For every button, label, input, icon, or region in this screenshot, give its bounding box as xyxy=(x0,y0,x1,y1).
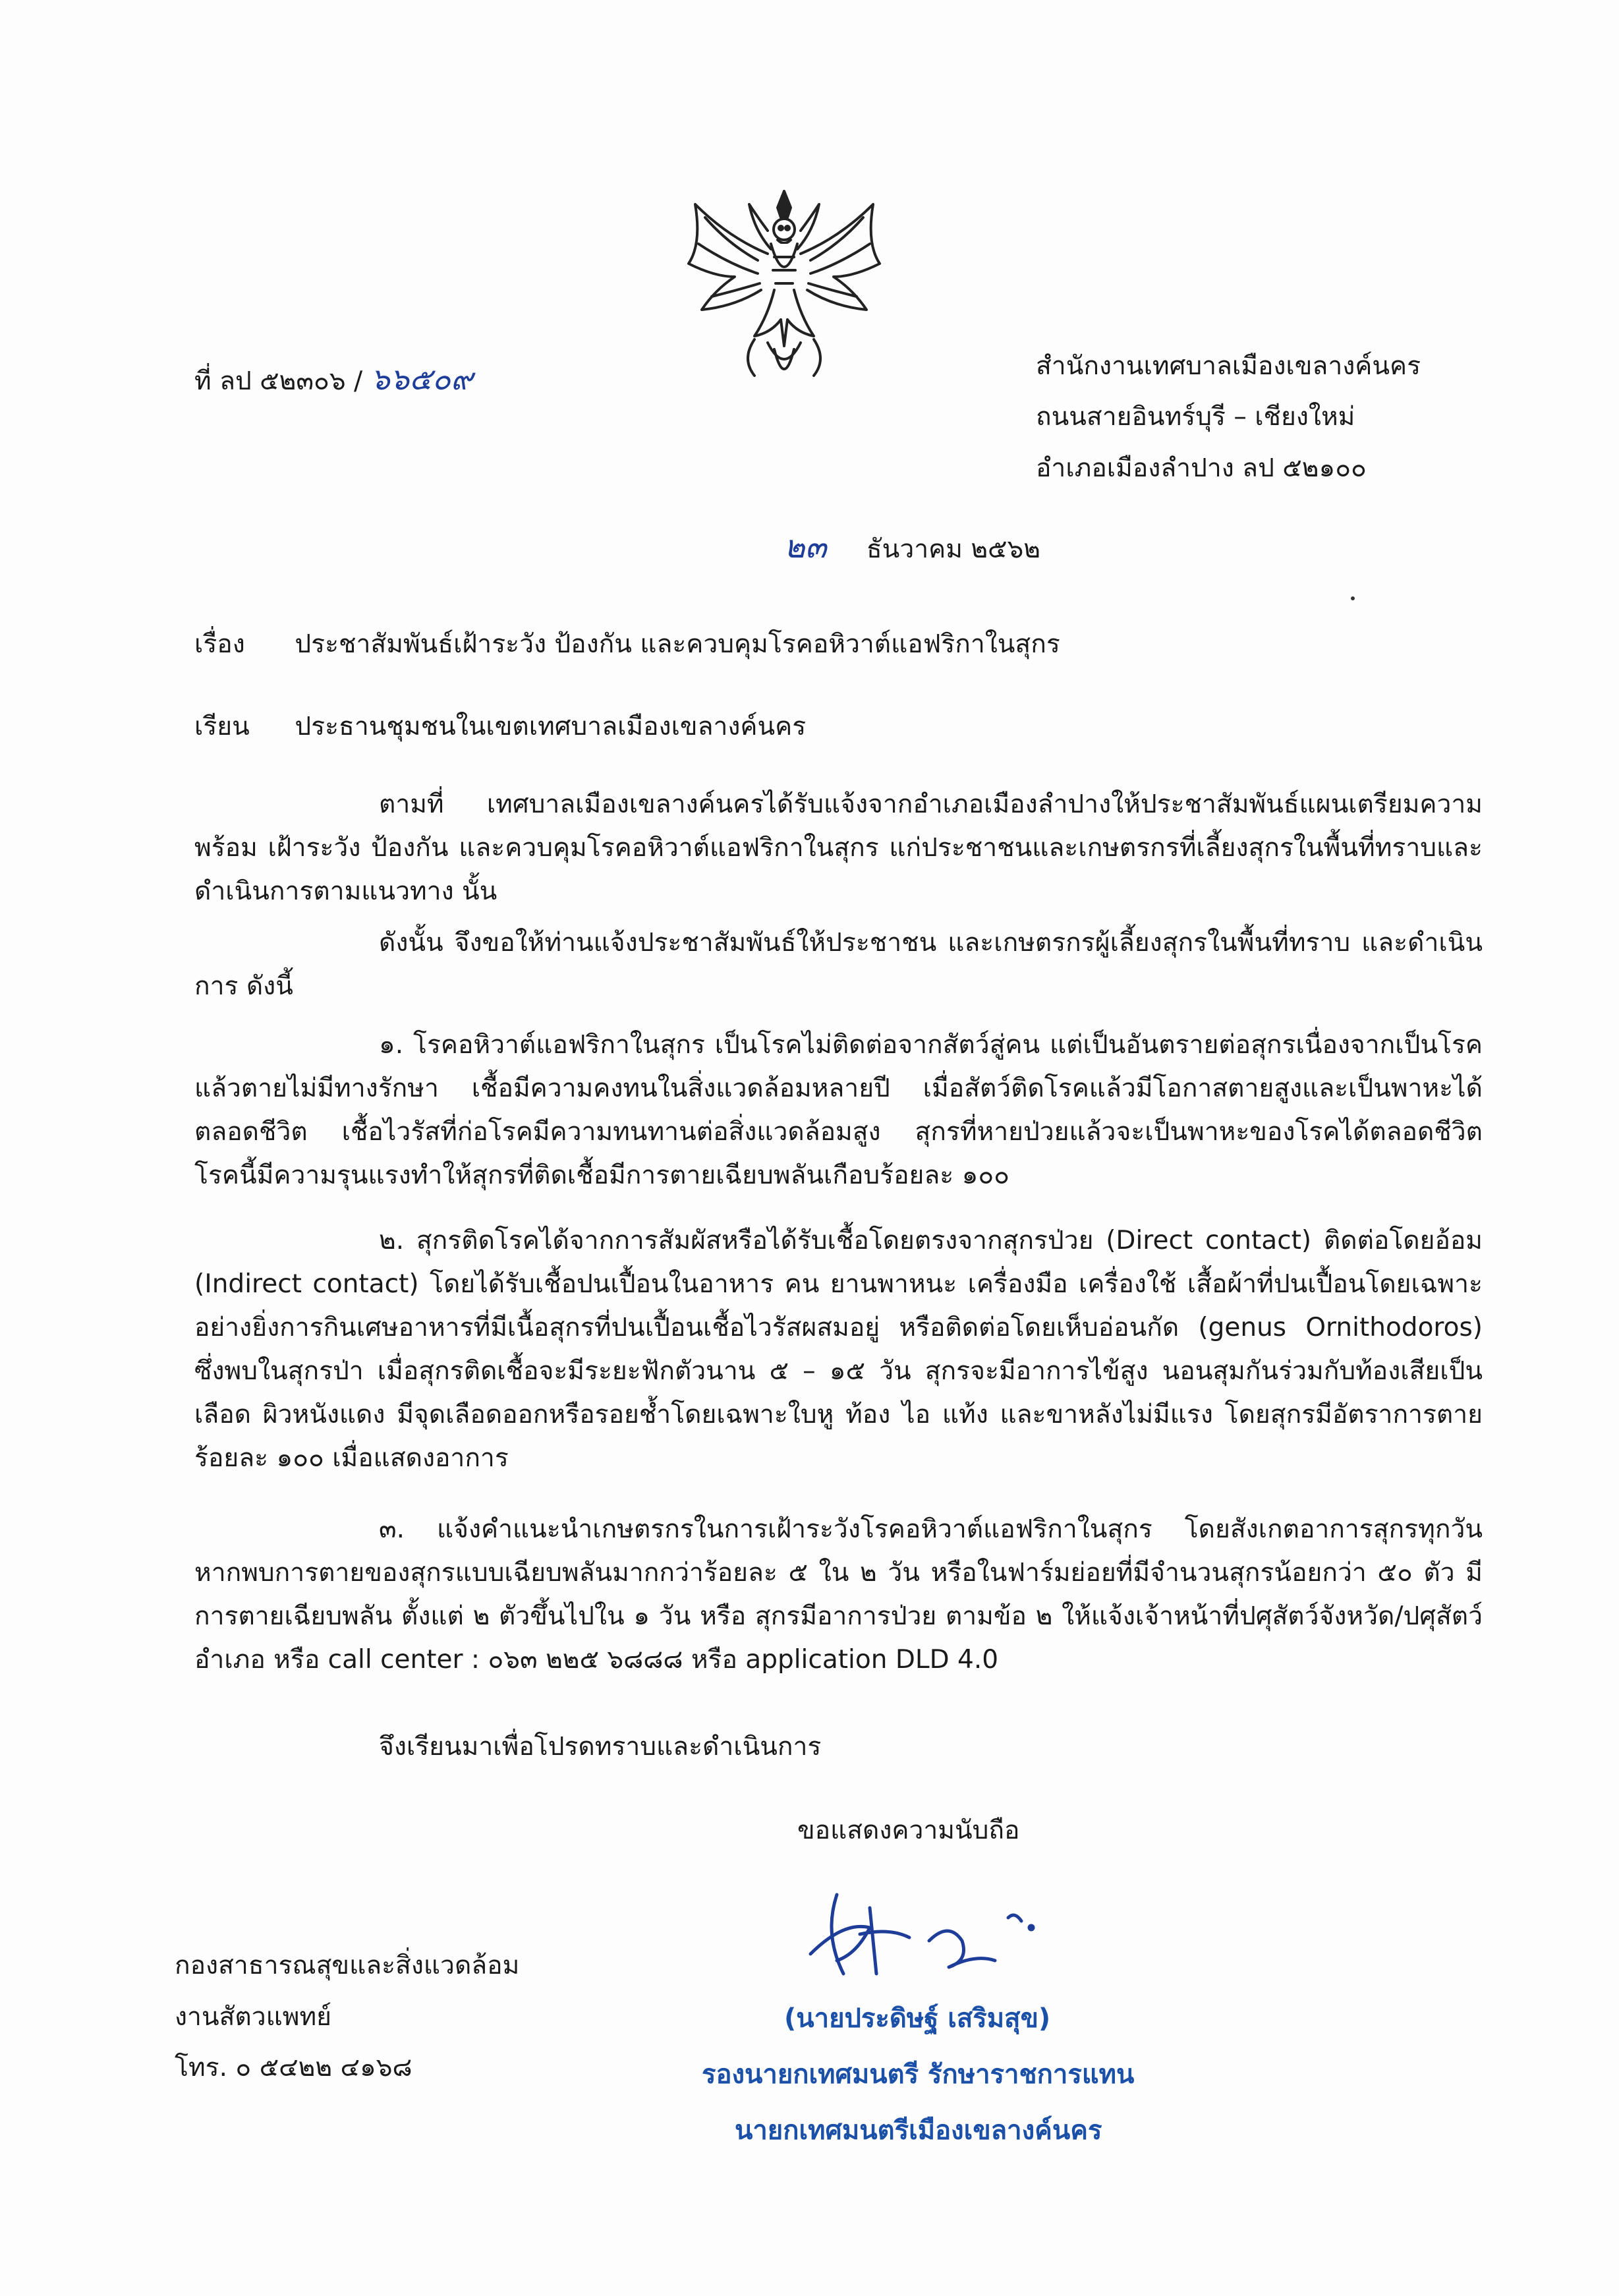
body-paragraph: ตามที่ เทศบาลเมืองเขลางค์นครได้รับแจ้งจากอำเภอเมืองลำปางให้ประชาสัมพันธ์แผนเตรียมความพร้อม เฝ้าระวัง ป้องกัน และควบคุมโรคอหิวาต์แอฟริกาในสุกร แก่ประชาชนและเกษตรกรที่เลี้ยงสุกรในพื้นที่ทราบและดำเนินการตามแนวทาง นั้น xyxy=(194,789,1483,906)
recipient-label: เรียน xyxy=(194,712,250,741)
closing-salutation: ขอแสดงความนับถือ xyxy=(797,1816,1020,1845)
reference-handwritten-number: ๖๖๕๐๙ xyxy=(370,361,473,397)
department-phone: โทร. ๐ ๕๔๒๒ ๔๑๖๘ xyxy=(175,2053,412,2082)
body-paragraph: ๒. สุกรติดโรคได้จากการสัมผัสหรือได้รับเชื้อโดยตรงจากสุกรป่วย (Direct contact) ติดต่อโดยอ้อม (Indirect contact) โดยได้รับเชื้อปนเปื้อนในอาหาร คน ยานพาหนะ เครื่องมือ เครื่องใช้ เสื้อผ้าที่ปนเปื้อนโดยเฉพาะอย่างยิ่งการกินเศษอาหารที่มีเนื้อสุกรที่ปนเปื้อนเชื้อไวรัสผสมอยู่ หรือติดต่อโดยเห็บอ่อนกัด (genus Ornithodoros) ซึ่งพบในสุกรป่า เมื่อสุกรติดเชื้อจะมีระยะฟักตัวนาน ๕ – ๑๕ วัน สุกรจะมีอาการไข้สูง นอนสุมกันร่วมกับท้องเสียเป็นเลือด ผิวหนังแดง มีจุดเลือดออกหรือรอยช้ำโดยเฉพาะใบหู ท้อง ไอ แท้ง และขาหลังไม่มีแรง โดยสุกรมีอัตราการตายร้อยละ ๑๐๐ เมื่อแสดงอาการ xyxy=(194,1226,1483,1473)
reference-prefix: ที่ ลป ๕๒๓๐๖ / xyxy=(194,366,363,396)
sender-address-line2: ถนนสายอินทร์บุรี – เชียงใหม่ xyxy=(1036,402,1355,432)
department-line1: กองสาธารณสุขและสิ่งแวดล้อม xyxy=(175,1951,520,1980)
signatory-position2: นายกเทศมนตรีเมืองเขลางค์นคร xyxy=(735,2115,1102,2146)
sender-address-line3: อำเภอเมืองลำปาง ลป ๕๒๑๐๐ xyxy=(1036,453,1367,483)
body-paragraph-3-block xyxy=(194,1023,1483,1197)
recipient-text: ประธานชุมชนในเขตเทศบาลเมืองเขลางค์นคร xyxy=(295,712,807,741)
recipient-line xyxy=(194,712,806,743)
body-paragraph-5-block xyxy=(194,1508,1483,1682)
body-paragraph-1-block xyxy=(194,783,1483,913)
signatory-position1: รองนายกเทศมนตรี รักษาราชการแทน xyxy=(702,2059,1135,2090)
subject-line xyxy=(194,629,1060,660)
body-paragraph-4-block xyxy=(194,1219,1483,1480)
letter-date xyxy=(784,529,1040,567)
body-paragraph: ดังนั้น จึงขอให้ท่านแจ้งประชาสัมพันธ์ให้ประชาชน และเกษตรกรผู้เลี้ยงสุกรในพื้นที่ทราบ และดำเนินการ ดังนี้ xyxy=(194,928,1483,1001)
signatory-name: (นายประดิษฐ์ เสริมสุข) xyxy=(784,2003,1051,2034)
subject-label: เรื่อง xyxy=(194,629,245,659)
body-paragraph-2-block xyxy=(194,921,1483,1008)
date-day-handwritten: ๒๓ xyxy=(784,529,827,565)
handwritten-signature-icon xyxy=(797,1881,1100,1987)
body-paragraph: ๓. แจ้งคำแนะนำเกษตรกรในการเฝ้าระวังโรคอหิวาต์แอฟริกาในสุกร โดยสังเกตอาการสุกรทุกวัน หากพบการตายของสุกรแบบเฉียบพลันมากกว่าร้อยละ ๕ ใน ๒ วัน หรือในฟาร์มย่อยที่มีจำนวนสุกรน้อยกว่า ๕๐ ตัว มีการตายเฉียบพลัน ตั้งแต่ ๒ ตัวขึ้นไปใน ๑ วัน หรือ สุกรมีอาการป่วย ตามข้อ ๒ ให้แจ้งเจ้าหน้าที่ปศุสัตว์จังหวัด/ปศุสัตว์อำเภอ หรือ call center : ๐๖๓ ๒๒๕ ๖๘๘๘ หรือ application DLD 4.0 xyxy=(194,1514,1483,1675)
closing-request: จึงเรียนมาเพื่อโปรดทราบและดำเนินการ xyxy=(379,1732,822,1762)
subject-text: ประชาสัมพันธ์เฝ้าระวัง ป้องกัน และควบคุมโรคอหิวาต์แอฟริกาในสุกร xyxy=(295,629,1060,659)
body-paragraph: ๑. โรคอหิวาต์แอฟริกาในสุกร เป็นโรคไม่ติดต่อจากสัตว์สู่คน แต่เป็นอันตรายต่อสุกรเนื่องจากเป็นโรคแล้วตายไม่มีทางรักษา เชื้อมีความคงทนในสิ่งแวดล้อมหลายปี เมื่อสัตว์ติดโรคแล้วมีโอกาสตายสูงและเป็นพาหะได้ตลอดชีวิต เชื้อไวรัสที่ก่อโรคมีความทนทานต่อสิ่งแวดล้อมสูง สุกรที่หายป่วยแล้วจะเป็นพาหะของโรคได้ตลอดชีวิต โรคนี้มีความรุนแรงทำให้สุกรที่ติดเชื้อมีการตายเฉียบพลันเกือบร้อยละ ๑๐๐ xyxy=(194,1030,1483,1190)
scan-speck xyxy=(1351,596,1355,600)
sender-address-line1: สำนักงานเทศบาลเมืองเขลางค์นคร xyxy=(1036,351,1421,381)
date-month-year: ธันวาคม ๒๕๖๒ xyxy=(866,534,1041,564)
reference-number xyxy=(194,361,473,397)
department-line2: งานสัตวแพทย์ xyxy=(175,2002,332,2032)
garuda-emblem-icon xyxy=(675,178,893,395)
